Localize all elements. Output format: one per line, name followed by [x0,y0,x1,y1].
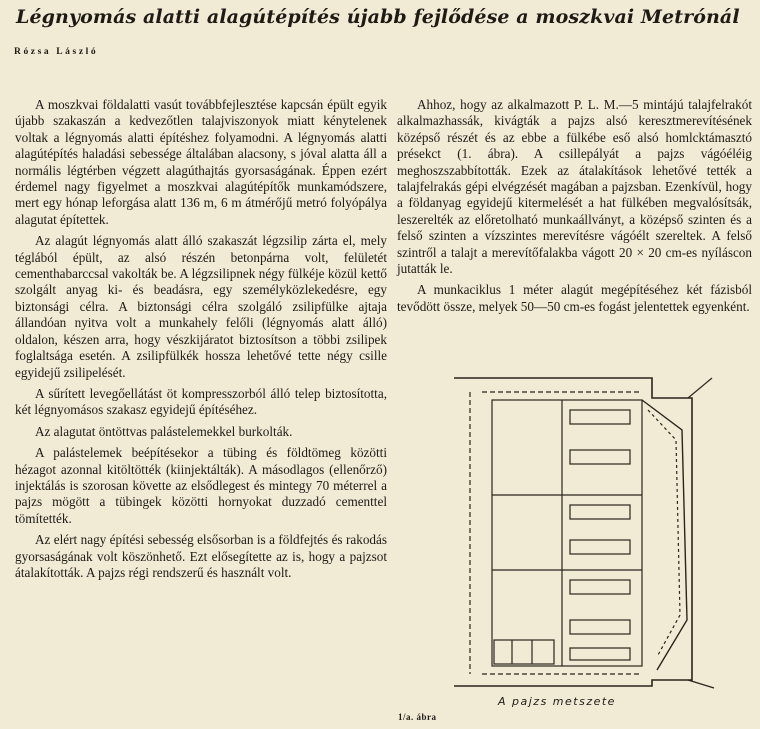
paragraph: A sűrített levegőellátást öt kompresszorból álló telep biztosította, két légnyomásos szakasz egyidejű építéséhez. [15,385,387,418]
paragraph: Az elért nagy építési sebesség elsősorban is a földfejtés és rakodás gyorsaságának volt köszönhető. Ezt elősegítette az is, hogy a pajzsot átalakították. A pajzs régi rendszerű és használt volt. [15,532,387,580]
shield-section-drawing [452,370,748,690]
paragraph: Ahhoz, hogy az alkalmazott P. L. M.—5 mintájú talajfelrakót alkalmazhassák, kivágták a pajzs alsó keresztmerevítésének középső részét és az ebbe a fülkébe eső alsó homlcktámasztó présekct (1. ábra). A csillepályát a pajzs vágóéléig meghoszszabbították. Ezek az átalakítások lehetővé tették a talajfelrakás gépi elvégzését magában a pajzsban. Ezenkívül, hogy a földanyag egyidejű kitermelését a hat fülkében megvalósítsák, leszerelték az előretolható munkaállványt, a középső szinten és a felső szinten a vízszintes merevítésre vágóélt szereltek. A felső szintről a talajt a merevítőfalakba vágott 20 × 20 cm-es nyíláscon jutatták le. [397,97,752,277]
left-column [15,97,387,586]
paragraph: Az alagutat öntöttvas palástelemekkel burkolták. [35,423,293,439]
author-name: Rózsa László [14,47,99,57]
paragraph: A munkaciklus 1 méter alagút megépítéséhez két fázisból tevődött össze, melyek 50—50 cm-es fogást jelentettek egyenként. [397,282,752,314]
paragraph: A moszkvai földalatti vasút továbbfejlesztése kapcsán épült egyik újabb szakaszán a kedvezőtlen talajviszonyok miatt kénytelenek voltak a légnyomás alatti építéshez folyamodni. A légnyomás alatti alagútépítés haladási sebessége általában alacsony, s jóval alatta áll a normális légtérben végzett alagúthajtás gyorsaságának. Éppen ezért érdemel nagy figyelmet a moszkvai alagútépítők munkamódszere, mert egy hónap leforgása alatt 136 m, 6 m átmérőjű metró folyópálya alagutat építettek. [15,97,387,227]
paragraph: A palástelemek beépítésekor a tübing és földtömeg közötti hézagot azonnal kitöltötték (kiinjektálták). A másodlagos (ellenőrző) injektálás is szorosan követte az elsődlegest és mintegy 70 méterrel a pajzs mögött a tübingek közötti hornyokat duzzadó cementtel tömítették. [15,445,387,526]
article-title: Légnyomás alatti alagútépítés újabb fejlődése a moszkvai Metrónál [16,6,740,28]
right-column [397,97,752,320]
figure-caption: A pajzs metszete [498,695,616,708]
paragraph: Az alagút légnyomás alatt álló szakaszát légzsilip zárta el, mely téglából épült, az alsó részén betonpárna volt, felületét cementhabarccsal vakolták be. A légzsilipnek négy fülkéje közül kettő szolgált anyag ki- és beadásra, egy személyközlekedésre, egy biztonsági célra. A biztonsági célra szolgáló zsilipfülke ajtaja állandóan nyitva volt a munkahely felőli (légnyomás alatt álló) oldalon, készen arra, hogy vészkijáratot biztosítson a többi zsilipek foglaltsága esetén. A zsilipfülkék hossza lehetővé tette négy csille egyidejű zsilipelését. [15,233,387,380]
figure-reference: 1/a. ábra [398,712,437,722]
